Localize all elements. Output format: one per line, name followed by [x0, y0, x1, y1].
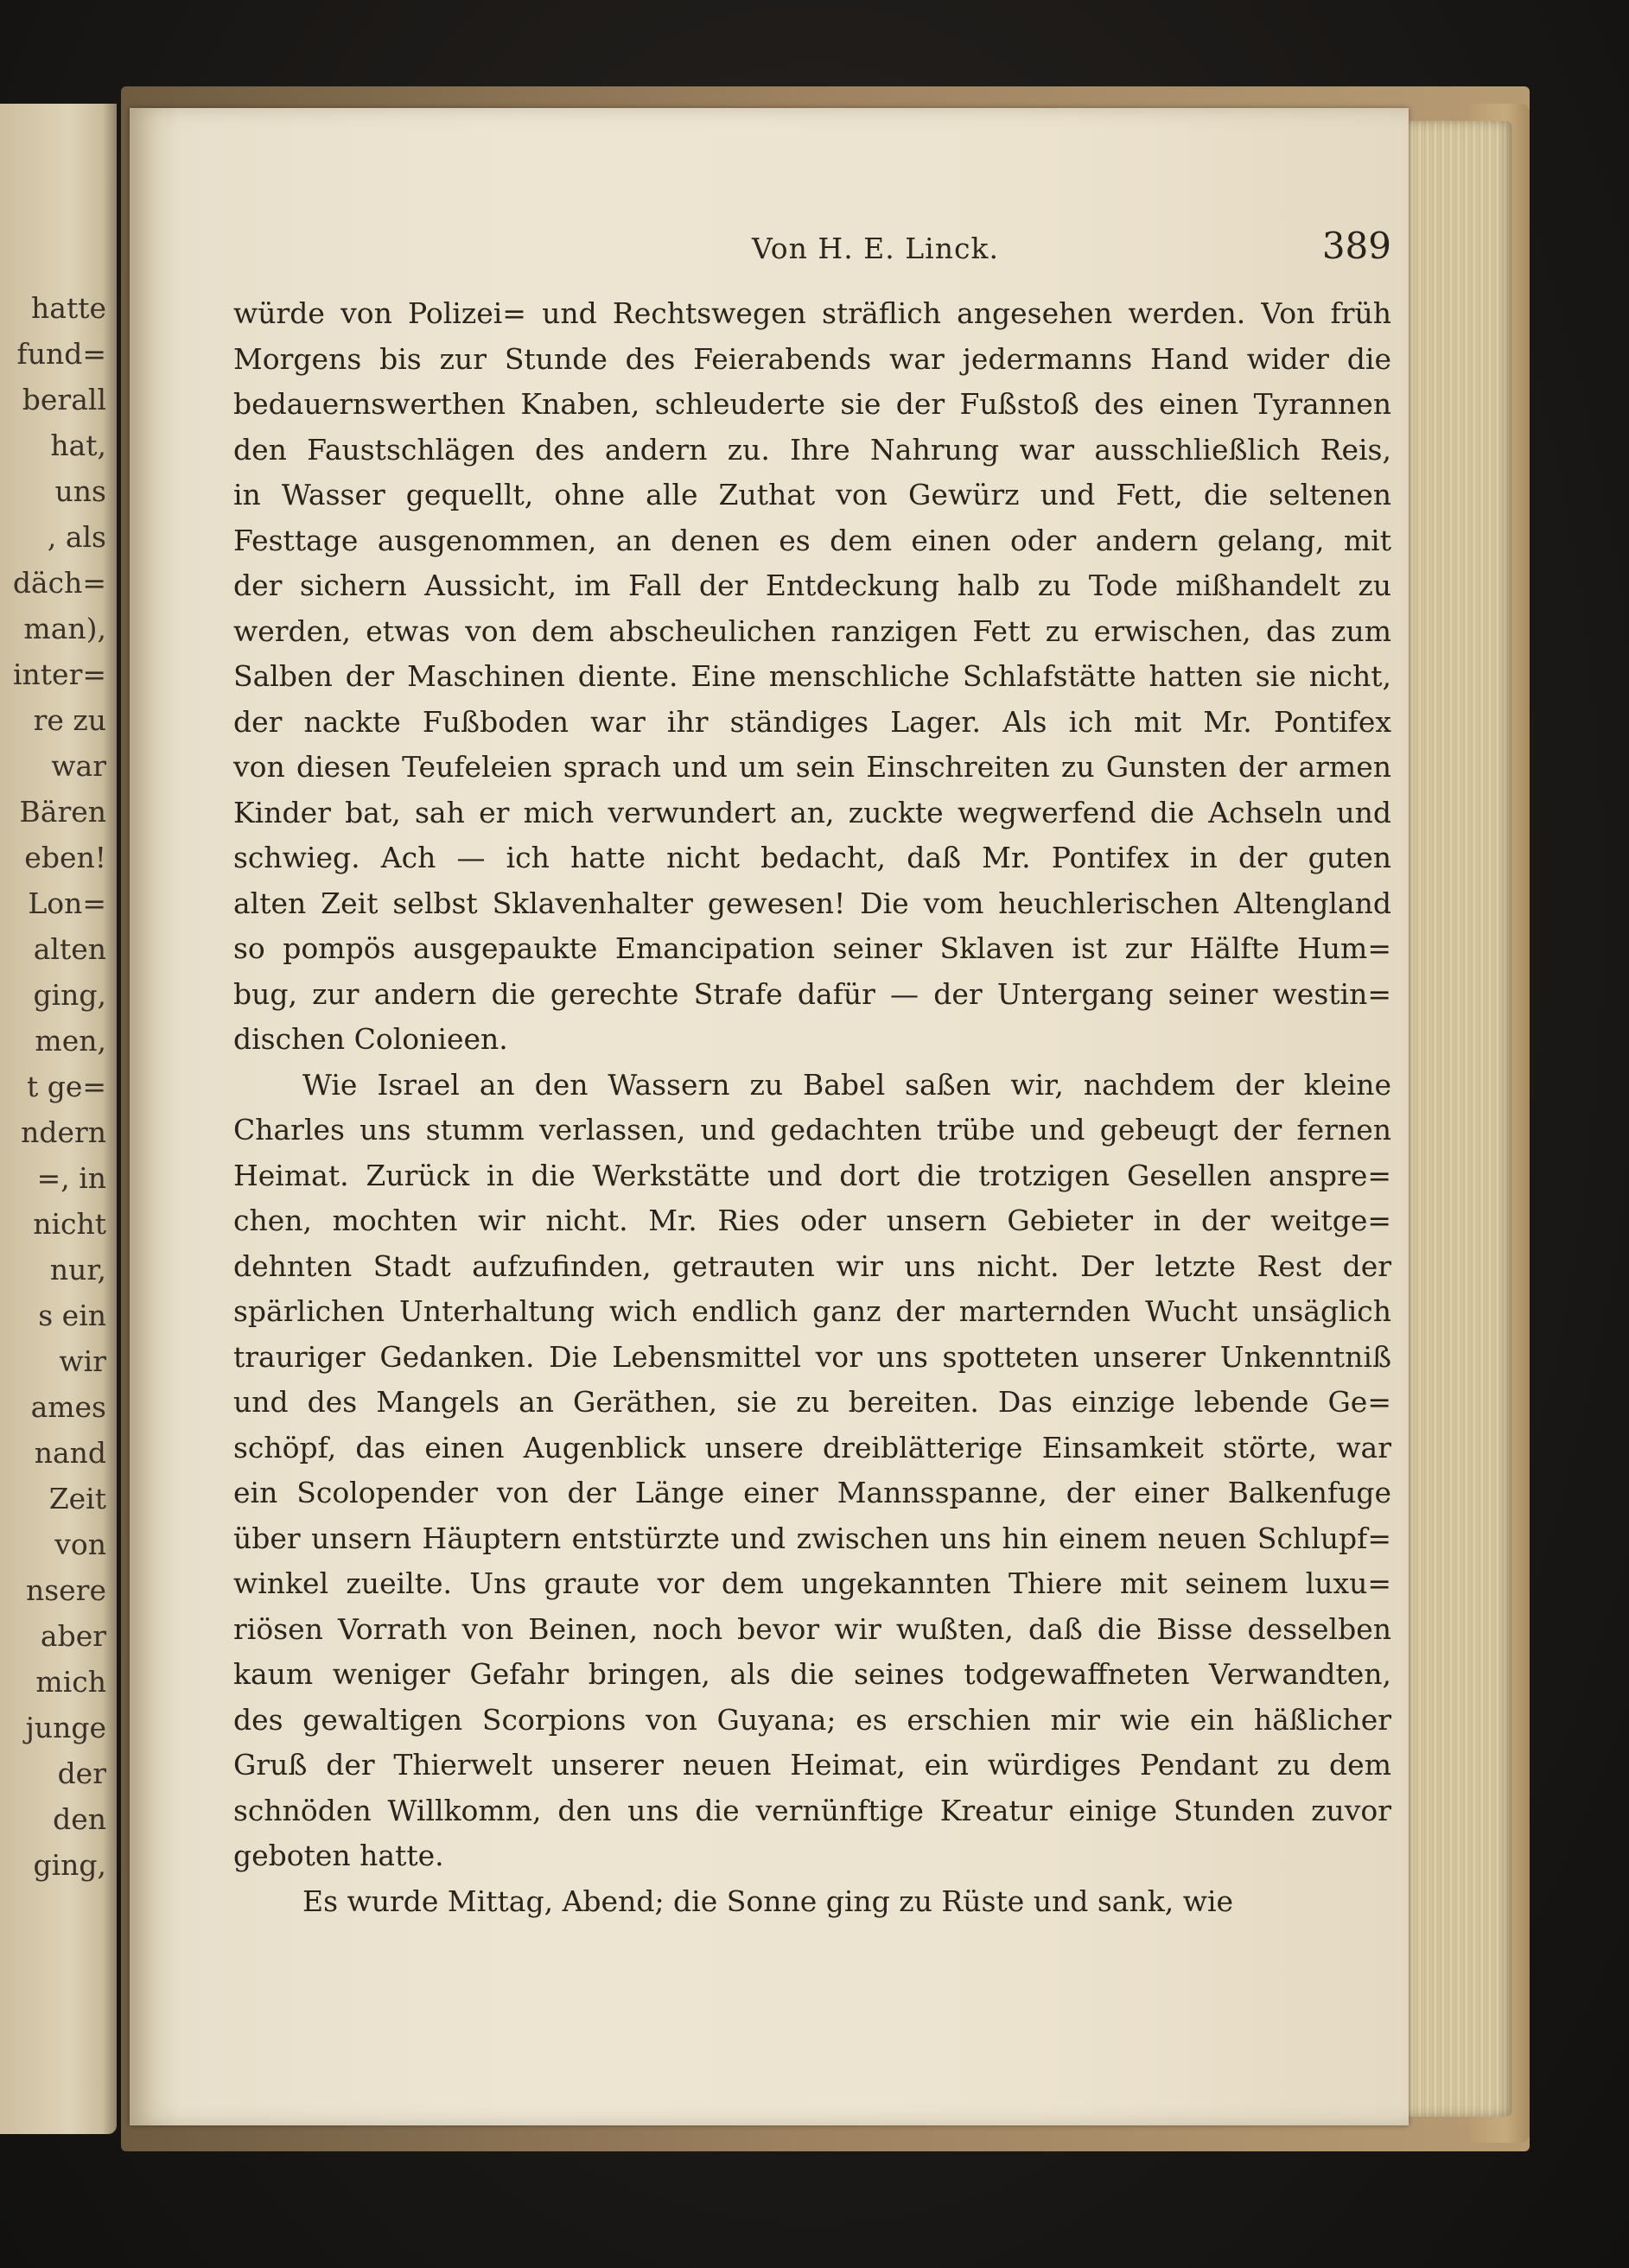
- left-page-fragment: berall: [22, 383, 106, 416]
- left-page-fragment: däch=: [12, 566, 106, 600]
- text-line: werden, etwas von dem abscheulichen ranzigen Fett zu erwischen, das zum: [233, 613, 1391, 648]
- text-line: von diesen Teufeleien sprach und um sein Einschreiten zu Gunsten der armen: [233, 750, 1391, 784]
- text-line: den Faustschlägen des andern zu. Ihre Nahrung war ausschließlich Reis,: [233, 432, 1391, 467]
- left-page-fragment: uns: [54, 474, 106, 508]
- text-line: geboten hatte.: [233, 1839, 444, 1872]
- left-page-fragment: Zeit: [48, 1482, 106, 1515]
- text-line: Morgens bis zur Stunde des Feierabends war jedermanns Hand wider die: [233, 341, 1391, 376]
- left-page-fragment: Bären: [19, 795, 106, 829]
- left-page-fragment: hatte: [31, 291, 106, 325]
- text-line: winkel zueilte. Uns graute vor dem ungekannten Thiere mit seinem luxu=: [233, 1566, 1391, 1600]
- left-page-fragment: =, in: [36, 1161, 106, 1195]
- text-line: Charles uns stumm verlassen, und gedachten trübe und gebeugt der fernen: [233, 1113, 1391, 1147]
- text-line: Es wurde Mittag, Abend; die Sonne ging zu Rüste und sank, wie: [302, 1884, 1234, 1918]
- text-line: dischen Colonieen.: [233, 1022, 508, 1056]
- left-page-fragment: junge: [25, 1711, 106, 1744]
- left-page-fragment: Lon=: [28, 886, 106, 920]
- left-page-fragment: mich: [35, 1665, 106, 1699]
- left-page-fragment: men,: [35, 1024, 106, 1058]
- left-page-fragment: den: [53, 1802, 106, 1836]
- left-page-fragment: , als: [47, 520, 106, 554]
- page-header: [233, 225, 1391, 276]
- text-line: des gewaltigen Scorpions von Guyana; es erschien mir wie ein häßlicher: [233, 1702, 1391, 1737]
- text-line: schöpf, das einen Augenblick unsere dreiblätterige Einsamkeit störte, war: [233, 1430, 1391, 1464]
- left-page-fragment: nur,: [49, 1253, 106, 1286]
- text-line: trauriger Gedanken. Die Lebensmittel vor uns spotteten unserer Unkenntniß: [233, 1339, 1391, 1374]
- text-line: schnöden Willkomm, den uns die vernünftige Kreatur einige Stunden zuvor: [233, 1793, 1391, 1827]
- text-line: Gruß der Thierwelt unserer neuen Heimat, ein würdiges Pendant zu dem: [233, 1748, 1391, 1782]
- text-line: Kinder bat, sah er mich verwundert an, zuckte wegwerfend die Achseln und: [233, 795, 1391, 829]
- text-line: riösen Vorrath von Beinen, noch bevor wir wußten, daß die Bisse desselben: [233, 1611, 1391, 1646]
- text-line: so pompös ausgepaukte Emancipation seiner Sklaven ist zur Hälfte Hum=: [233, 931, 1391, 965]
- running-head: Von H. E. Linck.: [752, 232, 999, 265]
- text-line: würde von Polizei= und Rechtswegen sträflich angesehen werden. Von früh: [233, 296, 1391, 330]
- left-page-fragment: von: [54, 1528, 106, 1561]
- text-line: Festtage ausgenommen, an denen es dem einen oder andern gelang, mit: [233, 523, 1391, 557]
- left-page-fragment: nand: [34, 1436, 106, 1470]
- paragraph: [233, 1879, 1391, 1925]
- left-page-fragment: ames: [30, 1390, 106, 1424]
- page-stack-edge: [1391, 121, 1512, 2117]
- text-line: kaum weniger Gefahr bringen, als die seines todgewaffneten Verwandten,: [233, 1657, 1391, 1691]
- text-line: ein Scolopender von der Länge einer Mannsspanne, der einer Balkenfuge: [233, 1476, 1391, 1509]
- text-line: spärlichen Unterhaltung wich endlich ganz der marternden Wucht unsäglich: [233, 1294, 1391, 1328]
- left-page-fragment: aber: [40, 1619, 106, 1653]
- left-page-fragment: man),: [23, 612, 106, 645]
- text-line: Wie Israel an den Wassern zu Babel saßen wir, nachdem der kleine: [302, 1067, 1391, 1102]
- left-page-fragment: der: [57, 1757, 106, 1790]
- body-text: [233, 291, 1391, 1924]
- text-line: bedauernswerthen Knaben, schleuderte sie der Fußstoß des einen Tyrannen: [233, 387, 1391, 421]
- left-facing-page: [0, 104, 117, 2134]
- left-page-fragment: wir: [59, 1344, 106, 1378]
- left-page-fragment: eben!: [24, 841, 106, 874]
- text-line: Salben der Maschinen diente. Eine menschliche Schlafstätte hatten sie nicht,: [233, 659, 1391, 693]
- text-line: über unsern Häuptern entstürzte und zwischen uns hin einem neuen Schlupf=: [233, 1521, 1391, 1555]
- left-page-fragment: war: [51, 749, 106, 783]
- left-page-fragment: ging,: [33, 978, 106, 1012]
- paragraph: [233, 1063, 1391, 1879]
- left-page-fragment: s ein: [38, 1299, 106, 1332]
- left-page-fragment: ndern: [21, 1115, 106, 1149]
- text-line: der nackte Fußboden war ihr ständiges Lager. Als ich mit Mr. Pontifex: [233, 704, 1391, 739]
- text-line: dehnten Stadt aufzufinden, getrauten wir uns nicht. Der letzte Rest der: [233, 1248, 1391, 1283]
- text-line: Heimat. Zurück in die Werkstätte und dort die trotzigen Gesellen anspre=: [233, 1158, 1391, 1192]
- text-line: chen, mochten wir nicht. Mr. Ries oder unsern Gebieter in der weitge=: [233, 1204, 1391, 1237]
- text-line: bug, zur andern die gerechte Strafe dafür — der Untergang seiner westin=: [233, 976, 1391, 1011]
- left-page-fragment: re zu: [33, 703, 106, 737]
- left-page-fragment: nsere: [25, 1573, 106, 1607]
- text-line: in Wasser gequellt, ohne alle Zuthat von Gewürz und Fett, die seltenen: [233, 478, 1391, 511]
- left-page-fragment: inter=: [12, 658, 106, 691]
- paragraph: [233, 291, 1391, 1063]
- text-line: schwieg. Ach — ich hatte nicht bedacht, daß Mr. Pontifex in der guten: [233, 841, 1391, 874]
- book-page: [130, 108, 1409, 2125]
- left-page-fragment: ging,: [33, 1848, 106, 1882]
- text-line: und des Mangels an Geräthen, sie zu bereiten. Das einzige lebende Ge=: [233, 1385, 1391, 1419]
- text-line: der sichern Aussicht, im Fall der Entdeckung halb zu Tode mißhandelt zu: [233, 569, 1391, 602]
- left-page-line-fragments: [13, 285, 106, 1888]
- left-page-fragment: t ge=: [26, 1070, 106, 1103]
- left-page-fragment: alten: [33, 932, 106, 966]
- text-line: alten Zeit selbst Sklavenhalter gewesen! Die vom heuchlerischen Altengland: [233, 886, 1391, 920]
- left-page-fragment: nicht: [33, 1207, 106, 1241]
- left-page-fragment: hat,: [50, 429, 106, 462]
- page-number: 389: [1321, 225, 1391, 267]
- left-page-fragment: fund=: [16, 337, 106, 371]
